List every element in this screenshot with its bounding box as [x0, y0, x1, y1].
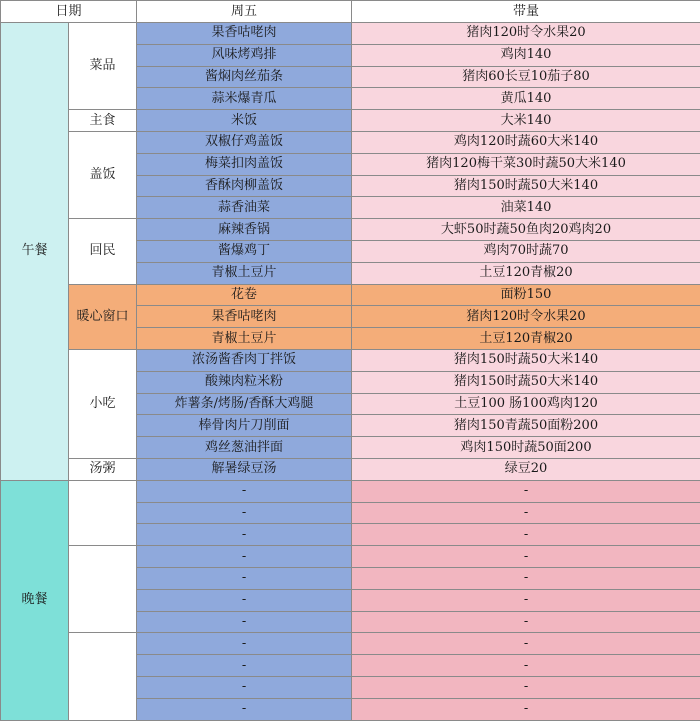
dish-cell: 青椒土豆片: [137, 262, 352, 284]
dish-cell: -: [137, 502, 352, 524]
qty-cell: 土豆120青椒20: [352, 262, 700, 284]
qty-cell: 绿豆20: [352, 458, 700, 480]
dish-cell: -: [137, 676, 352, 698]
category-cell: [69, 546, 137, 633]
lunch-meal-label: 午餐: [1, 23, 69, 481]
qty-cell: 猪肉150时蔬50大米140: [352, 349, 700, 371]
lunch-row: [1, 131, 700, 153]
menu-body: [1, 23, 700, 721]
category-cell: [69, 480, 137, 545]
lunch-row: [1, 458, 700, 480]
dinner-meal-label: 晚餐: [1, 480, 69, 720]
dish-cell: 风味烤鸡排: [137, 44, 352, 66]
dish-cell: 梅菜扣肉盖饭: [137, 153, 352, 175]
qty-cell: 大虾50时蔬50鱼肉20鸡肉20: [352, 219, 700, 241]
qty-cell: -: [352, 524, 700, 546]
dish-cell: -: [137, 480, 352, 502]
dish-cell: -: [137, 524, 352, 546]
dish-cell: -: [137, 698, 352, 720]
category-cell: 暖心窗口: [69, 284, 137, 349]
qty-cell: 面粉150: [352, 284, 700, 306]
dish-cell: 炸薯条/烤肠/香酥大鸡腿: [137, 393, 352, 415]
lunch-row: [1, 284, 700, 306]
dish-cell: 蒜香油菜: [137, 197, 352, 219]
qty-cell: -: [352, 676, 700, 698]
category-cell: 小吃: [69, 349, 137, 458]
header-row: [1, 1, 700, 23]
qty-cell: 鸡肉150时蔬50面200: [352, 437, 700, 459]
qty-cell: 猪肉120时令水果20: [352, 23, 700, 45]
day-header: 周五: [137, 1, 352, 23]
qty-cell: -: [352, 655, 700, 677]
dish-cell: 棒骨肉片刀削面: [137, 415, 352, 437]
qty-header: 带量: [352, 1, 700, 23]
dish-cell: 鸡丝葱油拌面: [137, 437, 352, 459]
dish-cell: 麻辣香锅: [137, 219, 352, 241]
qty-cell: 黄瓜140: [352, 88, 700, 110]
dish-cell: -: [137, 546, 352, 568]
lunch-row: [1, 219, 700, 241]
qty-cell: -: [352, 502, 700, 524]
dinner-row: [1, 546, 700, 568]
qty-cell: 鸡肉70时蔬70: [352, 240, 700, 262]
dish-cell: -: [137, 655, 352, 677]
dish-cell: -: [137, 633, 352, 655]
date-header: 日期: [1, 1, 137, 23]
qty-cell: 鸡肉140: [352, 44, 700, 66]
dish-cell: 果香咕咾肉: [137, 306, 352, 328]
dish-cell: -: [137, 589, 352, 611]
dish-cell: 双椒仔鸡盖饭: [137, 131, 352, 153]
lunch-row: [1, 349, 700, 371]
qty-cell: 土豆100 肠100鸡肉120: [352, 393, 700, 415]
qty-cell: 鸡肉120时蔬60大米140: [352, 131, 700, 153]
dinner-row: [1, 480, 700, 502]
dish-cell: 解暑绿豆汤: [137, 458, 352, 480]
lunch-row: [1, 23, 700, 45]
dish-cell: 酱爆鸡丁: [137, 240, 352, 262]
qty-cell: -: [352, 698, 700, 720]
qty-cell: 猪肉60长豆10茄子80: [352, 66, 700, 88]
qty-cell: 猪肉120梅干菜30时蔬50大米140: [352, 153, 700, 175]
dish-cell: 浓汤酱香肉丁拌饭: [137, 349, 352, 371]
qty-cell: -: [352, 611, 700, 633]
qty-cell: -: [352, 546, 700, 568]
qty-cell: -: [352, 567, 700, 589]
qty-cell: 猪肉150青蔬50面粉200: [352, 415, 700, 437]
dish-cell: -: [137, 611, 352, 633]
qty-cell: 猪肉150时蔬50大米140: [352, 371, 700, 393]
dish-cell: 香酥肉柳盖饭: [137, 175, 352, 197]
qty-cell: -: [352, 480, 700, 502]
dish-cell: 酸辣肉粒米粉: [137, 371, 352, 393]
lunch-row: [1, 110, 700, 132]
dish-cell: 蒜米爆青瓜: [137, 88, 352, 110]
category-cell: [69, 633, 137, 720]
dish-cell: 米饭: [137, 110, 352, 132]
category-cell: 回民: [69, 219, 137, 284]
dish-cell: 果香咕咾肉: [137, 23, 352, 45]
qty-cell: -: [352, 589, 700, 611]
dish-cell: 花卷: [137, 284, 352, 306]
category-cell: 汤粥: [69, 458, 137, 480]
category-cell: 盖饭: [69, 131, 137, 218]
dish-cell: 青椒土豆片: [137, 328, 352, 350]
category-cell: 主食: [69, 110, 137, 132]
dish-cell: 酱焖肉丝茄条: [137, 66, 352, 88]
qty-cell: 大米140: [352, 110, 700, 132]
category-cell: 菜品: [69, 23, 137, 110]
qty-cell: 猪肉150时蔬50大米140: [352, 175, 700, 197]
qty-cell: -: [352, 633, 700, 655]
qty-cell: 土豆120青椒20: [352, 328, 700, 350]
qty-cell: 油菜140: [352, 197, 700, 219]
dish-cell: -: [137, 567, 352, 589]
qty-cell: 猪肉120时令水果20: [352, 306, 700, 328]
dinner-row: [1, 633, 700, 655]
